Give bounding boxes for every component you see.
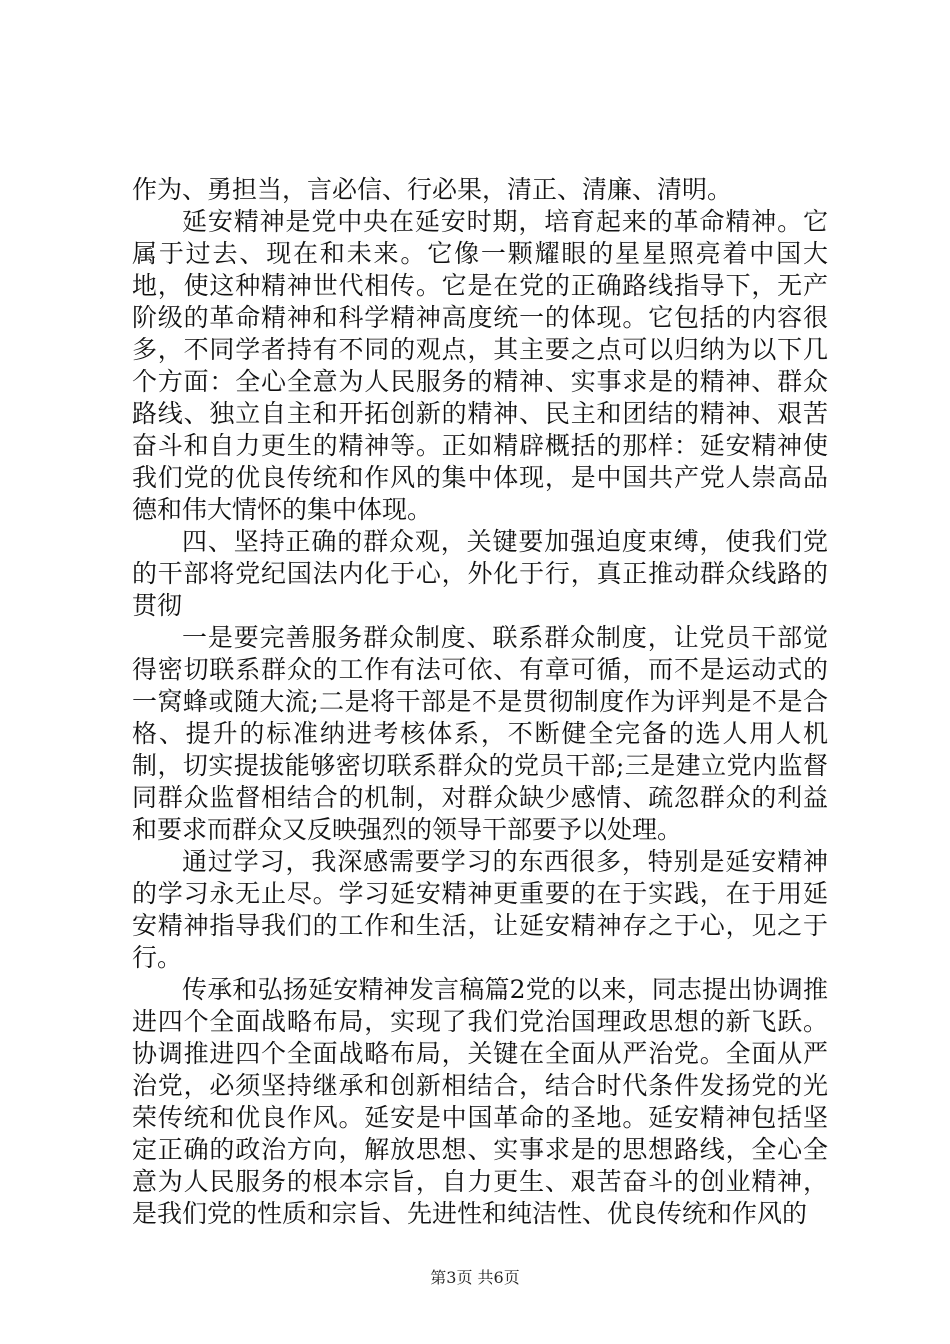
paragraph-speech-two: 传承和弘扬延安精神发言稿篇2党的以来，同志提出协调推进四个全面战略布局，实现了我们党治国理政思想的新飞跃。协调推进四个全面战略布局，关键在全面从严治党。全面从严治党，必须坚持继承和创新相结合，结合时代条件发扬党的光荣传统和优良作风。延安是中国革命的圣地。延安精神包括坚定正确的政治方向，解放思想、实事求是的思想路线，全心全意为人民服务的根本宗旨，自力更生、艰苦奋斗的创业精神，是我们党的性质和宗旨、先进性和纯洁性、优良传统和作风的 <box>132 975 828 1228</box>
paragraph-yanan-spirit: 延安精神是党中央在延安时期，培育起来的革命精神。它属于过去、现在和未来。它像一颗耀眼的星星照亮着中国大地，使这种精神世代相传。它是在党的正确路线指导下，无产阶级的革命精神和科学精神高度统一的体现。它包括的内容很多，不同学者持有不同的观点，其主要之点可以归纳为以下几个方面：全心全意为人民服务的精神、实事求是的精神、群众路线、独立自主和开拓创新的精神、民主和团结的精神、艰苦奋斗和自力更生的精神等。正如精辟概括的那样：延安精神使我们党的优良传统和作风的集中体现，是中国共产党人崇高品德和伟大情怀的集中体现。 <box>132 207 828 524</box>
page-footer: 第3页 共6页 <box>430 1268 520 1287</box>
paragraph-measures: 一是要完善服务群众制度、联系群众制度，让党员干部觉得密切联系群众的工作有法可依、有章可循，而不是运动式的一窝蜂或随大流;二是将干部是不是贯彻制度作为评判是不是合格、提升的标准纳进考核体系，不断健全完备的选人用人机制，切实提拔能够密切联系群众的党员干部;三是建立党内监督同群众监督相结合的机制，对群众缺少感情、疏忽群众的利益和要求而群众又反映强烈的领导干部要予以处理。 <box>132 623 828 844</box>
paragraph-reflection: 通过学习，我深感需要学习的东西很多，特别是延安精神的学习永无止尽。学习延安精神更重要的在于实践，在于用延安精神指导我们的工作和生活，让延安精神存之于心，见之于行。 <box>132 847 828 972</box>
document-body <box>132 174 828 1230</box>
paragraph-section-four-heading: 四、坚持正确的群众观，关键要加强迫度束缚，使我们党的干部将党纪国法内化于心，外化于行，真正推动群众线路的贯彻 <box>132 527 828 620</box>
paragraph-continuation: 作为、勇担当，言必信、行必果，清正、清廉、清明。 <box>132 175 733 204</box>
